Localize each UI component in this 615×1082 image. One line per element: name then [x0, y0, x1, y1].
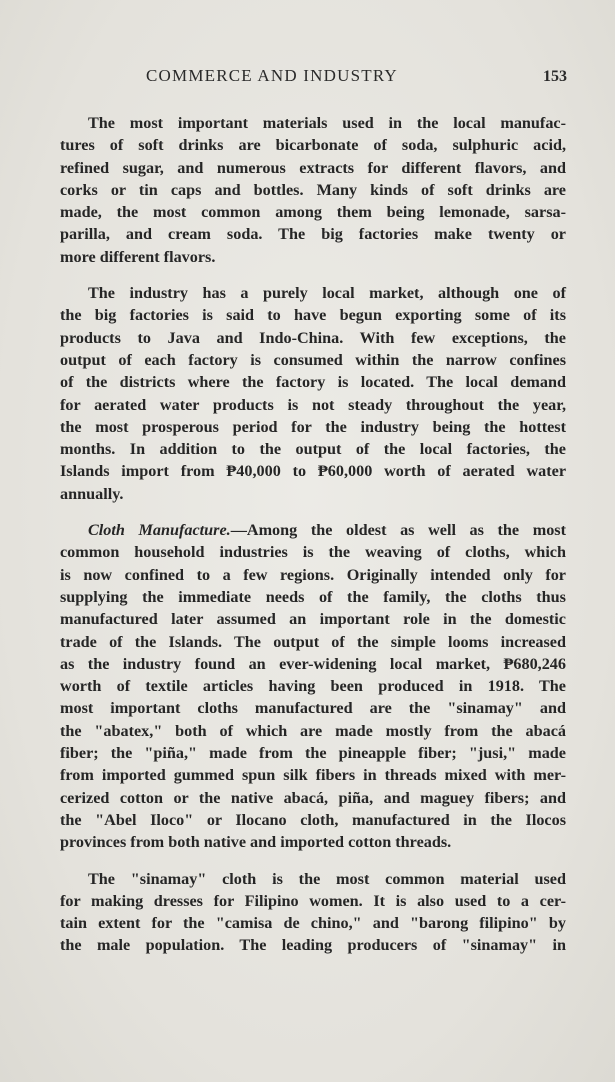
text-line: annually. [60, 484, 124, 503]
text-line: made, the most common among them being lemonade, sarsa- [60, 203, 566, 222]
running-title: COMMERCE AND INDUSTRY [146, 66, 398, 85]
text-line: as the industry found an ever-widening local market, ₱680,246 [60, 654, 566, 673]
text-line: more different flavors. [60, 247, 216, 266]
paragraph-soft-drink-materials [60, 112, 566, 268]
text-line: products to Java and Indo-China. With few exceptions, the [60, 328, 566, 347]
text-line: for making dresses for Filipino women. It is also used to a cer- [60, 891, 566, 910]
text-line: common household industries is the weaving of cloths, which [60, 543, 566, 562]
page-header [60, 66, 572, 94]
paragraph-sinamay [60, 868, 566, 957]
text-line: Islands import from ₱40,000 to ₱60,000 worth of aerated water [60, 462, 566, 481]
text-line: trade of the Islands. The output of the simple looms increased [60, 632, 566, 651]
text-line: the big factories is said to have begun exporting some of its [60, 306, 566, 325]
text-line: the "Abel Iloco" or Ilocano cloth, manufactured in the Ilocos [60, 810, 566, 829]
text-line: The "sinamay" cloth is the most common material used [88, 869, 566, 888]
text-run: —Among the oldest as well as the most [230, 521, 566, 540]
text-line: the most prosperous period for the industry being the hottest [60, 417, 566, 436]
text-line: refined sugar, and numerous extracts for different flavors, and [60, 158, 566, 177]
text-line: corks or tin caps and bottles. Many kinds of soft drinks are [60, 180, 566, 199]
text-line: most important cloths manufactured are the "sinamay" and [60, 699, 566, 718]
text-line: output of each factory is consumed within the narrow confines [60, 350, 566, 369]
text-line: of the districts where the factory is located. The local demand [60, 373, 566, 392]
text-line: supplying the immediate needs of the family, the cloths thus [60, 587, 566, 606]
text-line: The most important materials used in the local manufac- [88, 114, 566, 132]
text-line: the "abatex," both of which are made mostly from the abacá [60, 721, 566, 740]
text-line: parilla, and cream soda. The big factories make twenty or [60, 225, 566, 244]
body-text [60, 112, 566, 971]
text-line: manufactured later assumed an important role in the domestic [60, 610, 566, 629]
text-line: cerized cotton or the native abacá, piña, and maguey fibers; and [60, 788, 566, 807]
paragraph-local-market [60, 282, 566, 505]
text-line: the male population. The leading producers of "sinamay" in [60, 936, 566, 955]
text-line: is now confined to a few regions. Originally intended only for [60, 565, 566, 584]
text-line: from imported gummed spun silk fibers in threads mixed with mer- [60, 766, 566, 785]
text-line: months. In addition to the output of the local factories, the [60, 440, 566, 459]
text-line: fiber; the "piña," made from the pineapple fiber; "jusi," made [60, 744, 566, 763]
text-line: tures of soft drinks are bicarbonate of soda, sulphuric acid, [60, 136, 566, 155]
text-line: for aerated water products is not steady throughout the year, [60, 395, 566, 414]
text-line: worth of textile articles having been produced in 1918. The [60, 677, 566, 696]
text-line: tain extent for the "camisa de chino," and "barong filipino" by [60, 914, 566, 933]
page-number: 153 [543, 68, 567, 85]
text-line: The industry has a purely local market, although one of [88, 284, 566, 303]
section-heading-italic: Cloth Manufacture. [88, 521, 231, 540]
paragraph-cloth-manufacture [60, 519, 566, 853]
text-line: provinces from both native and imported cotton threads. [60, 833, 452, 852]
text-line [60, 519, 566, 541]
